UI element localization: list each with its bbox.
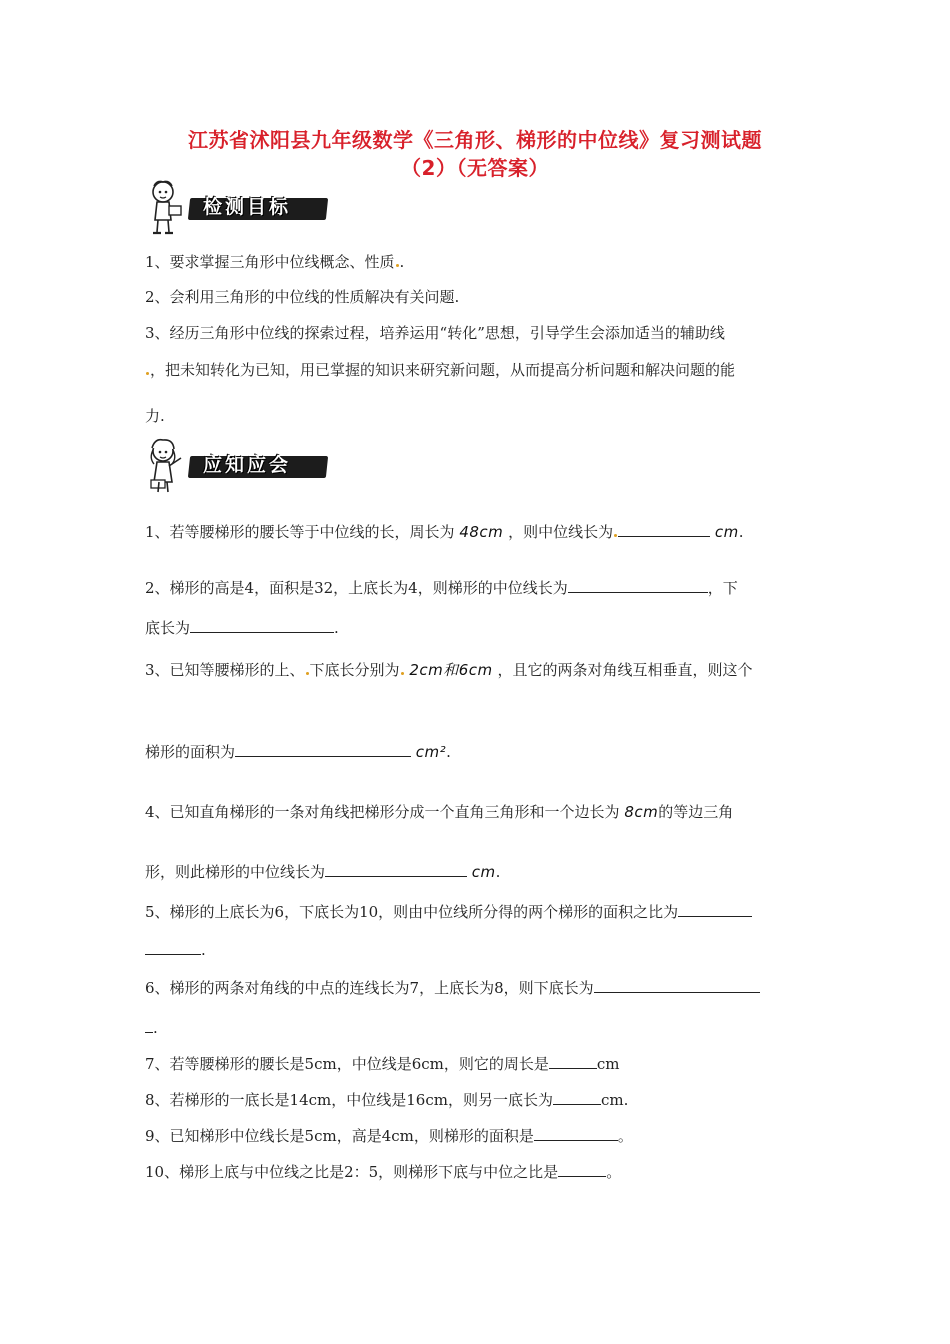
answer-blank[interactable]	[558, 1162, 606, 1177]
goal-item: 2、会利用三角形的中位线的性质解决有关问题.	[145, 288, 460, 306]
goal-item: ，把未知转化为已知，用已掌握的知识来研究新问题，从而提高分析问题和解决问题的能	[145, 360, 735, 380]
question-6: 6、梯形的两条对角线的中点的连线长为7，上底长为8，则下底长为	[145, 978, 760, 998]
question-5-cont: .	[145, 940, 206, 960]
question-9: 9、已知梯形中位线长是5cm，高是4cm，则梯形的面积是 。	[145, 1127, 633, 1145]
answer-blank[interactable]	[145, 1018, 153, 1033]
question-3: 3、已知等腰梯形的上、 下底长分别为 2cm和6cm ，且它的两条对角线互相垂直，则这个	[145, 661, 753, 679]
section-banner-goals	[145, 178, 335, 238]
answer-blank[interactable]	[235, 742, 411, 757]
answer-blank[interactable]	[594, 978, 760, 993]
answer-blank[interactable]	[325, 862, 467, 877]
question-2-cont: 底长为 .	[145, 619, 339, 637]
answer-blank[interactable]	[568, 578, 708, 593]
answer-blank[interactable]	[145, 940, 201, 955]
goal-item: 力.	[145, 407, 165, 425]
question-4-cont: 形，则此梯形的中位线长为 cm.	[145, 863, 501, 881]
question-10: 10、梯形上底与中位线之比是2：5，则梯形下底与中位之比是 。	[145, 1163, 622, 1181]
question-4: 4、已知直角梯形的一条对角线把梯形分成一个直角三角形和一个边长为 8cm的等边三角	[145, 803, 734, 821]
answer-blank[interactable]	[534, 1126, 618, 1141]
section-banner-knowledge	[145, 436, 335, 496]
section-heading: 应知应会	[203, 454, 292, 476]
section-heading: 检测目标	[203, 196, 292, 218]
question-5: 5、梯形的上底长为6，下底长为10，则由中位线所分得的两个梯形的面积之比为	[145, 902, 752, 922]
document-subtitle: （2）（无答案）	[401, 156, 549, 180]
answer-blank[interactable]	[553, 1090, 601, 1105]
question-6-cont: .	[145, 1018, 158, 1038]
answer-blank[interactable]	[549, 1054, 597, 1069]
answer-blank[interactable]	[618, 522, 710, 537]
question-3-cont: 梯形的面积为 cm².	[145, 743, 451, 761]
answer-blank[interactable]	[678, 902, 752, 917]
document-title: 江苏省沭阳县九年级数学《三角形、梯形的中位线》复习测试题	[188, 128, 762, 152]
student-thinking-icon	[145, 436, 189, 496]
question-8: 8、若梯形的一底长是14cm，中位线是16cm，则另一底长为 cm.	[145, 1091, 629, 1109]
question-7: 7、若等腰梯形的腰长是5cm，中位线是6cm，则它的周长是 cm	[145, 1055, 620, 1073]
student-reading-icon	[145, 178, 189, 238]
answer-blank[interactable]	[190, 618, 334, 633]
question-2: 2、梯形的高是4，面积是32，上底长为4，则梯形的中位线长为 ，下	[145, 579, 738, 597]
goal-item: 1、要求掌握三角形中位线概念、性质 .	[145, 253, 405, 271]
goal-item: 3、经历三角形中位线的探索过程，培养运用“转化”思想，引导学生会添加适当的辅助线	[145, 324, 725, 342]
question-1: 1、若等腰梯形的腰长等于中位线的长，周长为 48cm ，则中位线长为 cm.	[145, 523, 744, 541]
